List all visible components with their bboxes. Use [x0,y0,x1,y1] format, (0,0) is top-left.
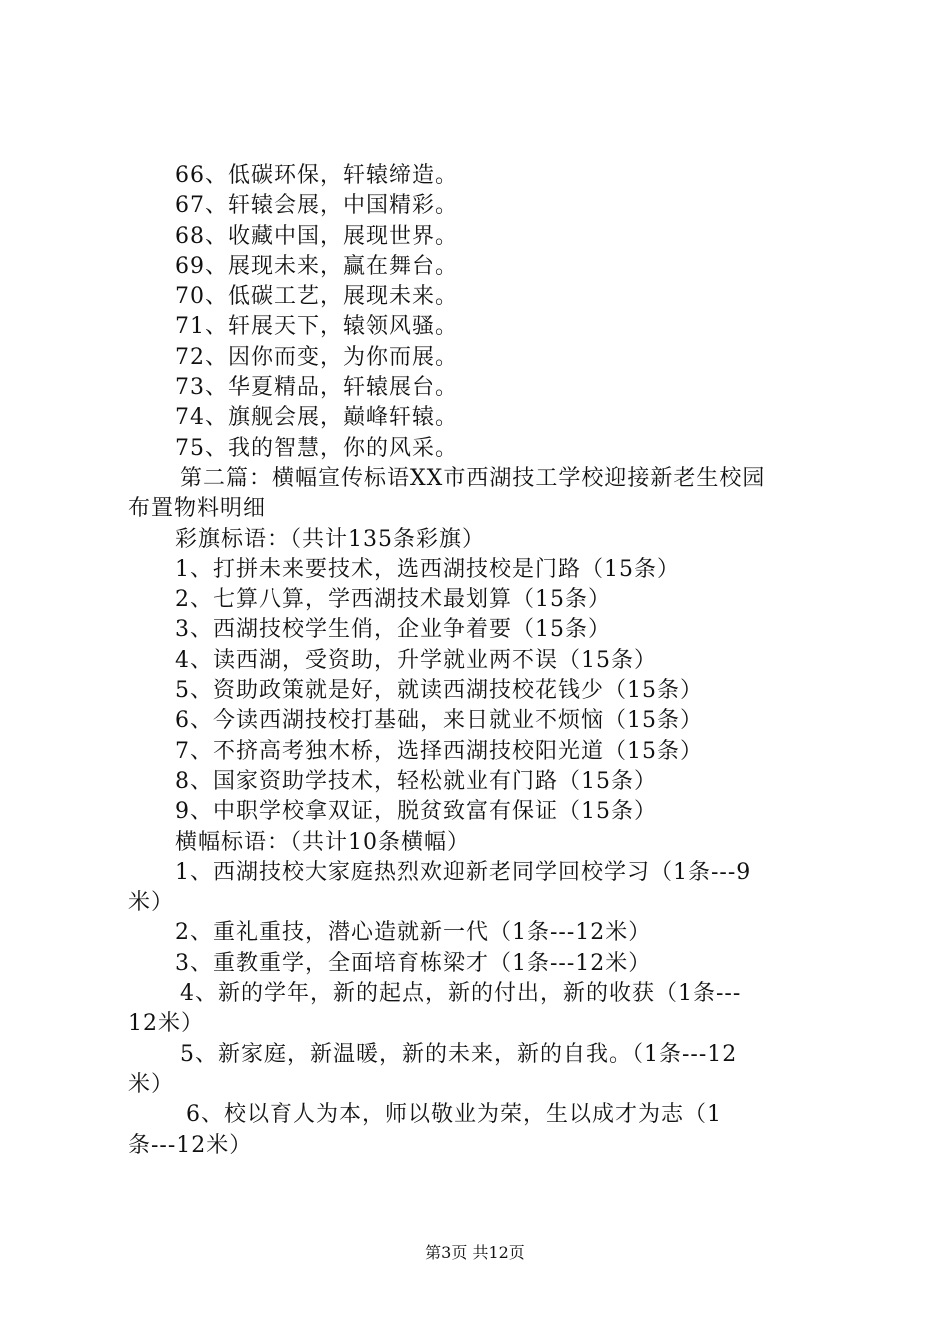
text-line: 5、新家庭，新温暖，新的未来，新的自我。（1条---12 [180,1041,738,1067]
text-line: 12米） [128,1011,204,1037]
text-line: 1、打拼未来要技术，选西湖技校是门路（15条） [175,556,680,582]
document-body [128,161,834,1161]
text-line: 72、因你而变，为你而展。 [175,344,458,370]
text-line: 第二篇：横幅宣传标语XX市西湖技工学校迎接新老生校园 [180,465,766,491]
text-line: 3、重教重学，全面培育栋梁才（1条---12米） [175,950,652,976]
text-line: 67、轩辕会展，中国精彩。 [175,193,458,219]
text-line: 75、我的智慧，你的风采。 [175,435,458,461]
text-line: 8、国家资助学技术，轻松就业有门路（15条） [175,768,657,794]
text-line: 2、重礼重技，潜心造就新一代（1条---12米） [175,920,652,946]
text-line: 68、收藏中国，展现世界。 [175,223,458,249]
text-line: 1、西湖技校大家庭热烈欢迎新老同学回校学习（1条---9 [175,859,752,885]
text-line: 横幅标语：（共计10条横幅） [175,829,470,855]
text-line: 70、低碳工艺，展现未来。 [175,284,458,310]
text-line: 4、新的学年，新的起点，新的付出，新的收获（1条--- [180,981,742,1007]
text-line: 71、轩展天下，辕领风骚。 [175,314,458,340]
text-line: 9、中职学校拿双证，脱贫致富有保证（15条） [175,799,657,825]
text-line: 5、资助政策就是好，就读西湖技校花钱少（15条） [175,678,703,704]
text-line: 6、今读西湖技校打基础，来日就业不烦恼（15条） [175,708,703,734]
text-line: 米） [128,890,175,916]
text-line: 3、西湖技校学生俏，企业争着要（15条） [175,617,611,643]
text-line: 7、不挤高考独木桥，选择西湖技校阳光道（15条） [175,738,703,764]
text-line: 布置物料明细 [128,496,267,522]
text-line: 彩旗标语：（共计135条彩旗） [175,526,485,552]
text-line: 2、七算八算，学西湖技术最划算（15条） [175,587,611,613]
text-line: 6、校以育人为本，师以敬业为荣，生以成才为志（1 [186,1102,722,1128]
text-line: 66、低碳环保，轩辕缔造。 [175,163,458,188]
text-line: 69、展现未来，赢在舞台。 [175,253,458,279]
text-line: 73、华夏精品，轩辕展台。 [175,375,458,401]
page-footer: 第3页 共12页 [425,1243,525,1262]
text-line: 4、读西湖，受资助，升学就业两不误（15条） [175,647,657,673]
text-line: 米） [128,1071,175,1097]
text-line: 74、旗舰会展，巅峰轩辕。 [175,405,458,431]
text-line: 条---12米） [128,1132,253,1158]
